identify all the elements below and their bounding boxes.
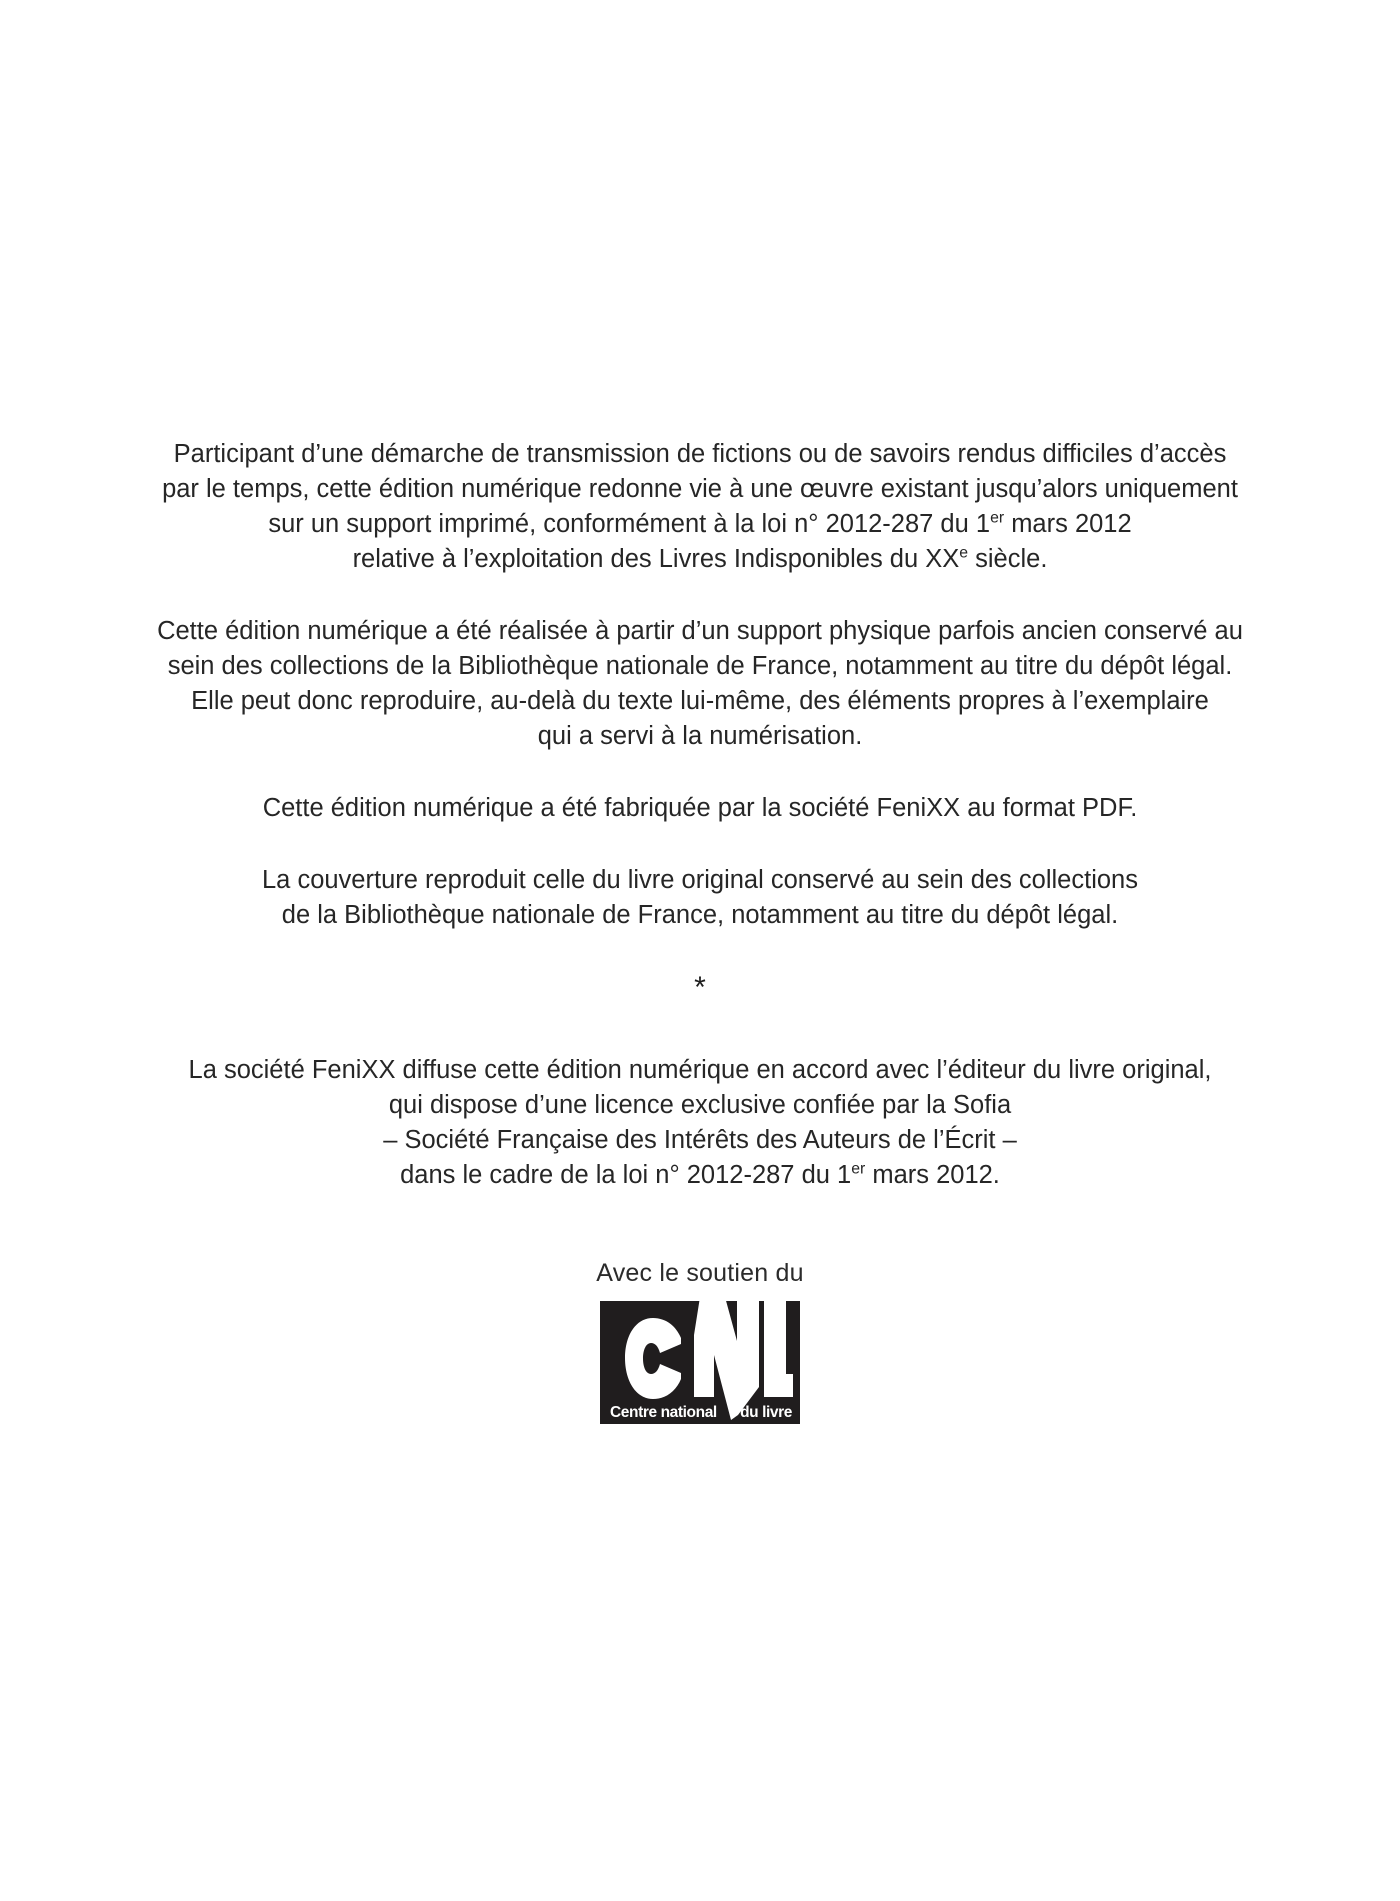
cnl-caption-right: du livre xyxy=(740,1404,792,1421)
text-line: qui a servi à la numérisation. xyxy=(537,722,863,750)
text-line: par le temps, cette édition numérique redonne vie à une œuvre existant jusqu’alors uniquement xyxy=(162,475,1238,503)
text-line: – Société Française des Intérêts des Auteurs de l’Écrit – xyxy=(383,1126,1017,1154)
text-line: relative à l’exploitation des Livres Indisponibles du XXe siècle. xyxy=(352,544,1048,573)
text-line: Participant d’une démarche de transmission de fictions ou de savoirs rendus difficiles d’accès xyxy=(173,440,1227,468)
notice-blocks xyxy=(0,437,1400,1193)
text-line: Elle peut donc reproduire, au-delà du texte lui-même, des éléments propres à l’exemplaire xyxy=(191,687,1209,715)
cover-notice-paragraph xyxy=(0,863,1400,933)
text-line: La société FeniXX diffuse cette édition numérique en accord avec l’éditeur du livre original, xyxy=(188,1056,1212,1084)
legal-context-paragraph xyxy=(0,437,1400,577)
text-line: de la Bibliothèque nationale de France, notamment au titre du dépôt légal. xyxy=(281,901,1119,929)
text-line: Cette édition numérique a été réalisée à partir d’un support physique parfois ancien conservé au xyxy=(157,617,1243,645)
text-line: Cette édition numérique a été fabriquée par la société FeniXX au format PDF. xyxy=(262,794,1138,822)
fabrication-notice-paragraph xyxy=(0,791,1400,826)
text-line: dans le cadre de la loi n° 2012-287 du 1er mars 2012. xyxy=(400,1160,1000,1189)
cnl-logo-icon xyxy=(600,1293,800,1424)
diffusion-notice-paragraph xyxy=(0,1053,1400,1193)
support-label: Avec le soutien du xyxy=(596,1259,804,1287)
text-line: La couverture reproduit celle du livre original conservé au sein des collections xyxy=(262,866,1138,894)
cnl-logo-wrap xyxy=(0,1293,1400,1434)
support-section xyxy=(0,1257,1400,1434)
text-line: qui dispose d’une licence exclusive confiée par la Sofia xyxy=(388,1091,1012,1119)
asterisk-separator: * xyxy=(694,971,706,1004)
cnl-caption-left: Centre national xyxy=(610,1404,717,1421)
source-notice-paragraph xyxy=(0,614,1400,754)
text-line: sein des collections de la Bibliothèque nationale de France, notamment au titre du dépôt légal. xyxy=(167,652,1233,680)
text-line: sur un support imprimé, conformément à la loi n° 2012-287 du 1er mars 2012 xyxy=(268,509,1132,538)
